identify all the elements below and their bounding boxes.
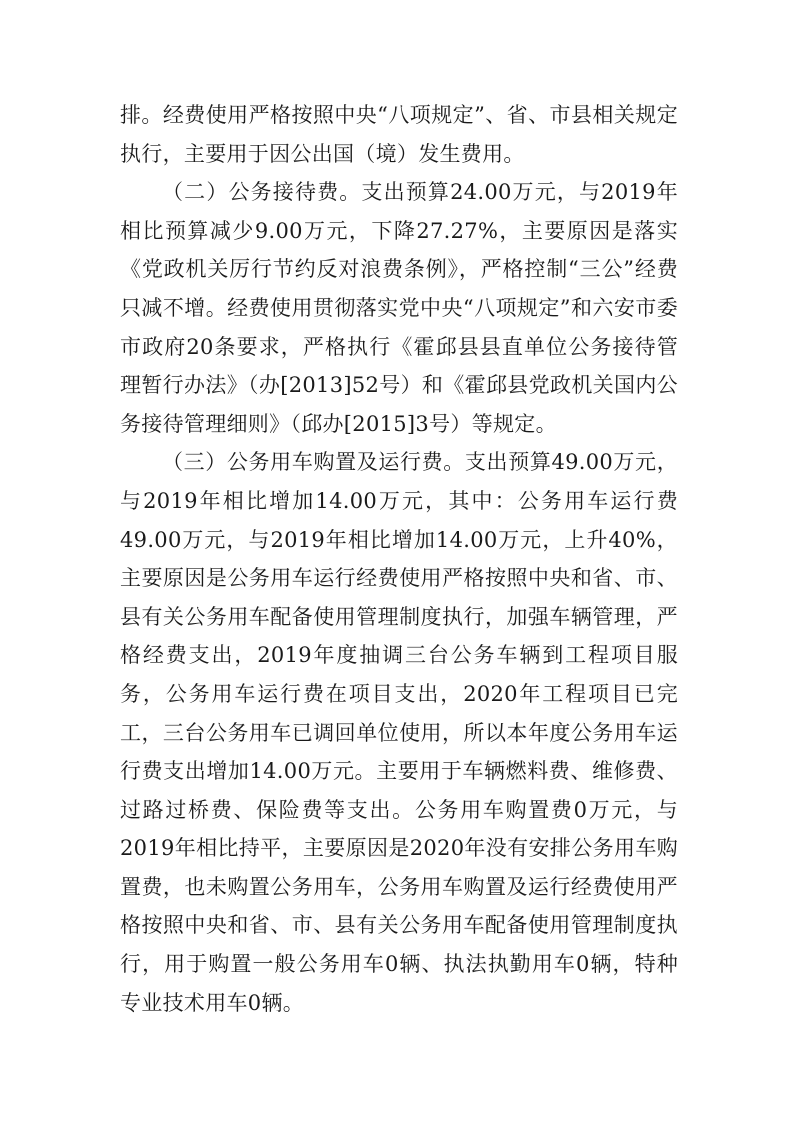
document-body xyxy=(120,96,678,1022)
paragraph-vehicle-expenses: （三）公务用车购置及运行费。支出预算49.00万元，与2019年相比增加14.00万元，其中：公务用车运行费49.00万元，与2019年相比增加14.00万元，上升40%，主要原因是公务用车运行经费使用严格按照中央和省、市、县有关公务用车配备使用管理制度执行，加强车辆管理，严格经费支出，2019年度抽调三台公务车辆到工程项目服务，公务用车运行费在项目支出，2020年工程项目已完工，三台公务用车已调回单位使用，所以本年度公务用车运行费支出增加14.00万元。主要用于车辆燃料费、维修费、过路过桥费、保险费等支出。公务用车购置费0万元，与2019年相比持平，主要原因是2020年没有安排公务用车购置费，也未购置公务用车，公务用车购置及运行经费使用严格按照中央和省、市、县有关公务用车配备使用管理制度执行，用于购置一般公务用车0辆、执法执勤用车0辆，特种专业技术用车0辆。 xyxy=(120,450,678,1015)
paragraph-reception-expenses: （二）公务接待费。支出预算24.00万元，与2019年相比预算减少9.00万元，下降27.27%，主要原因是落实《党政机关厉行节约反对浪费条例》，严格控制“三公”经费只减不增。经费使用贯彻落实党中央“八项规定”和六安市委市政府20条要求，严格执行《霍邱县县直单位公务接待管理暂行办法》（办[2013]52号）和《霍邱县党政机关国内公务接待管理细则》（邱办[2015]3号）等规定。 xyxy=(120,180,678,436)
paragraph-continuation: 排。经费使用严格按照中央“八项规定”、省、市县相关规定执行，主要用于因公出国（境）发生费用。 xyxy=(120,103,678,166)
